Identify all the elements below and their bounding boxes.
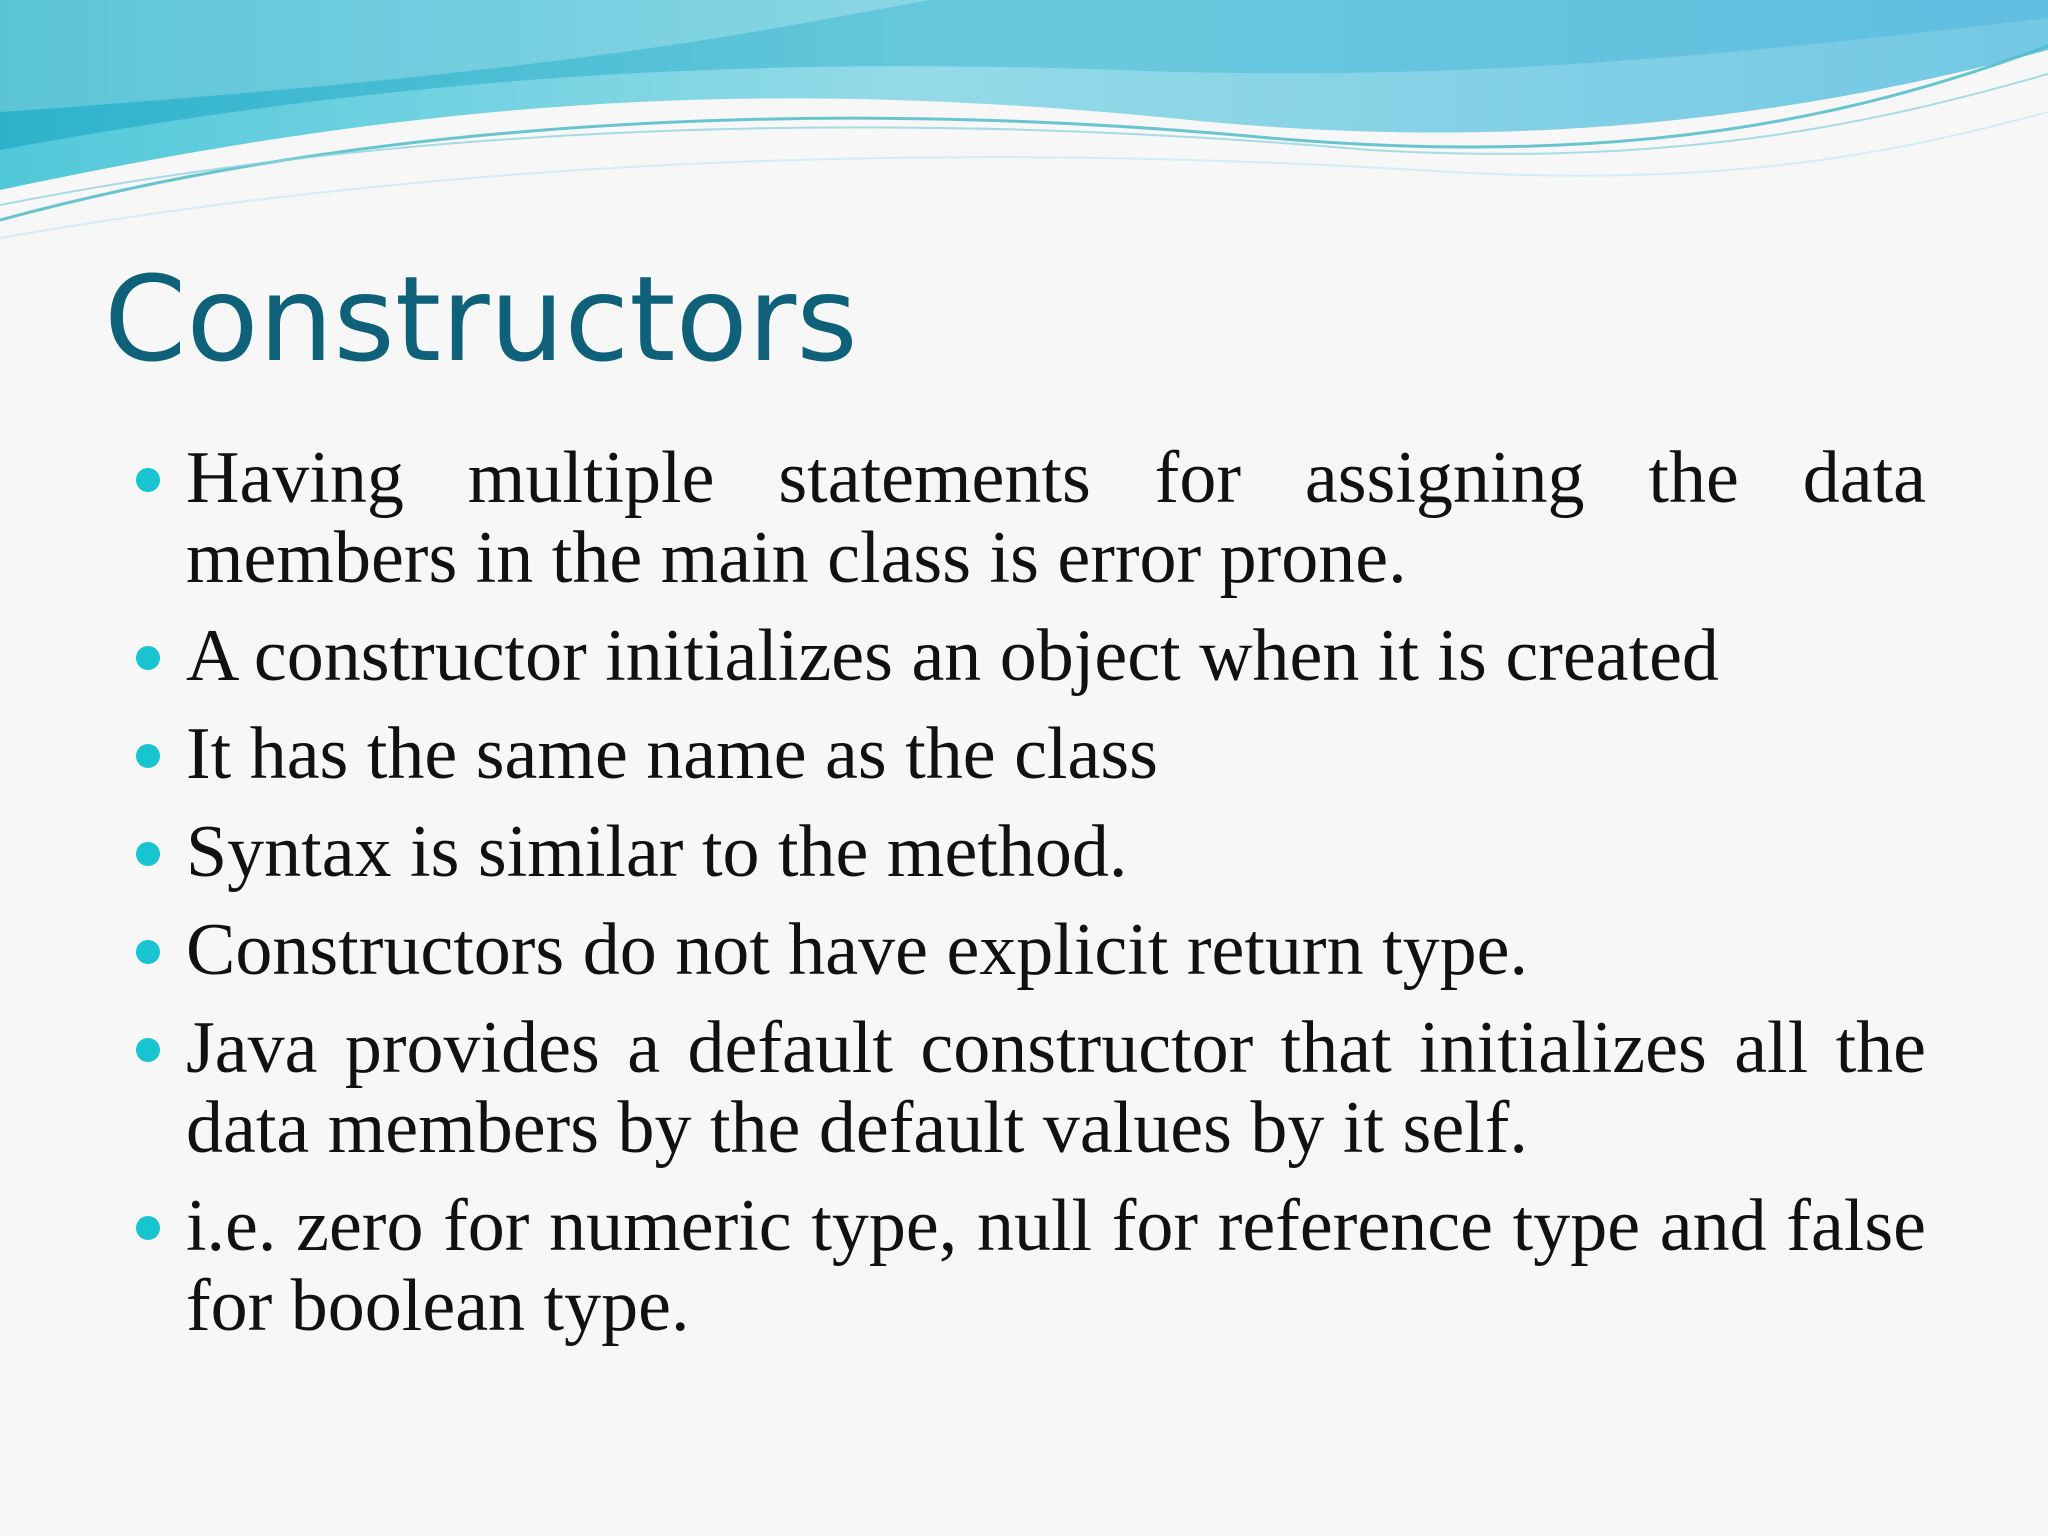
bullet-text: i.e. zero for numeric type, null for reference type and false for boolean type. [186, 1185, 1926, 1347]
bullet-dot-icon [136, 940, 160, 964]
decorative-wave-header [0, 0, 2048, 240]
bullet-text: Having multiple statements for assigning the data members in the main class is error prone. [186, 437, 1926, 599]
bullet-dot-icon [136, 646, 160, 670]
bullet-item [136, 438, 1926, 598]
bullet-text: Java provides a default constructor that initializes all the data members by the default values by it self. [186, 1007, 1926, 1169]
bullet-text: Syntax is similar to the method. [186, 811, 1128, 893]
bullet-item [136, 1186, 1926, 1346]
bullet-dot-icon [136, 744, 160, 768]
bullet-item [136, 616, 1926, 696]
bullet-item [136, 714, 1926, 794]
bullet-item [136, 910, 1926, 990]
bullet-list [136, 438, 1926, 1364]
bullet-item [136, 812, 1926, 892]
bullet-dot-icon [136, 468, 160, 492]
bullet-text: A constructor initializes an object when it is created [186, 615, 1719, 697]
slide-title: Constructors [104, 250, 858, 388]
bullet-dot-icon [136, 1038, 160, 1062]
bullet-text: Constructors do not have explicit return type. [186, 909, 1528, 991]
bullet-item [136, 1008, 1926, 1168]
bullet-dot-icon [136, 1216, 160, 1240]
bullet-dot-icon [136, 842, 160, 866]
bullet-text: It has the same name as the class [186, 713, 1158, 795]
